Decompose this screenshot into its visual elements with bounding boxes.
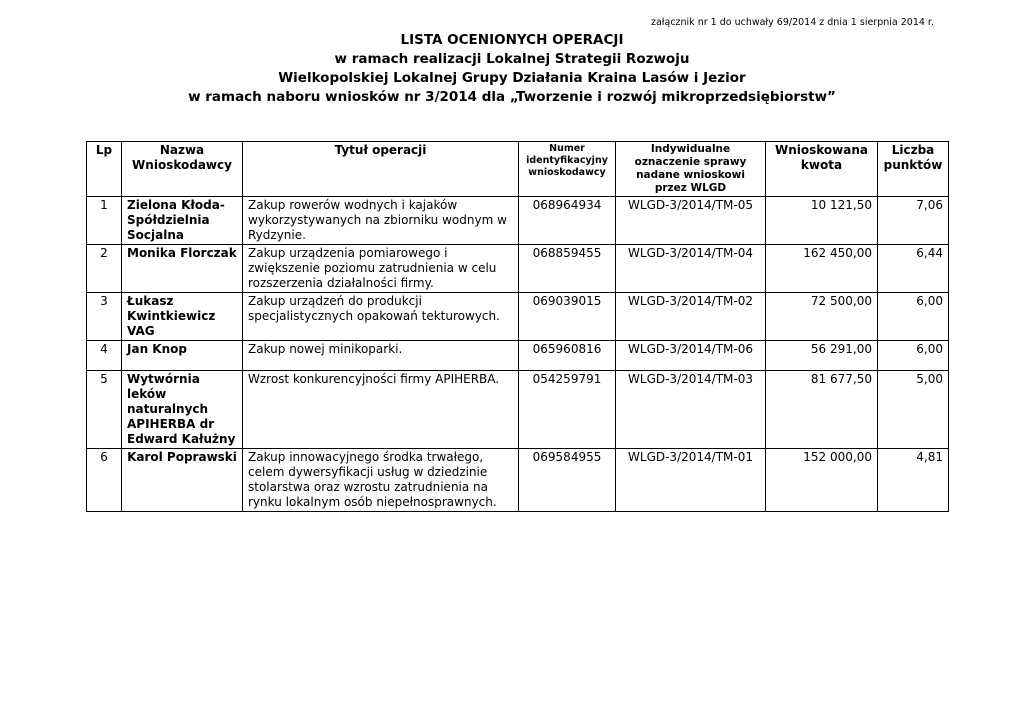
cell-name: Wytwórnia leków naturalnych APIHERBA dr Edward Kałużny bbox=[122, 371, 243, 449]
cell-title: Zakup urządzeń do produkcji specjalistycznych opakowań tekturowych. bbox=[243, 293, 519, 341]
header-name: Nazwa Wnioskodawcy bbox=[122, 142, 243, 197]
table-row bbox=[87, 293, 949, 341]
header-amount: Wnioskowana kwota bbox=[766, 142, 878, 197]
cell-title: Zakup urządzenia pomiarowego i zwiększenie poziomu zatrudnienia w celu rozszerzenia działalności firmy. bbox=[243, 245, 519, 293]
cell-points: 6,44 bbox=[878, 245, 949, 293]
document-title bbox=[0, 31, 1024, 107]
cell-lp: 3 bbox=[87, 293, 122, 341]
table-row bbox=[87, 341, 949, 371]
title-line-3: Wielkopolskiej Lokalnej Grupy Działania Kraina Lasów i Jezior bbox=[278, 70, 746, 86]
cell-amount: 162 450,00 bbox=[766, 245, 878, 293]
table-row bbox=[87, 197, 949, 245]
cell-amount: 152 000,00 bbox=[766, 449, 878, 512]
cell-lp: 4 bbox=[87, 341, 122, 371]
cell-id-number: 069584955 bbox=[519, 449, 616, 512]
cell-title: Zakup nowej minikoparki. bbox=[243, 341, 519, 371]
title-line-4: w ramach naboru wniosków nr 3/2014 dla „Tworzenie i rozwój mikroprzedsiębiorstw” bbox=[188, 89, 836, 105]
cell-case-mark: WLGD-3/2014/TM-04 bbox=[616, 245, 766, 293]
cell-id-number: 069039015 bbox=[519, 293, 616, 341]
cell-id-number: 054259791 bbox=[519, 371, 616, 449]
cell-points: 5,00 bbox=[878, 371, 949, 449]
cell-case-mark: WLGD-3/2014/TM-02 bbox=[616, 293, 766, 341]
cell-amount: 56 291,00 bbox=[766, 341, 878, 371]
header-title: Tytuł operacji bbox=[243, 142, 519, 197]
header-points: Liczba punktów bbox=[878, 142, 949, 197]
cell-case-mark: WLGD-3/2014/TM-05 bbox=[616, 197, 766, 245]
cell-name: Łukasz Kwintkiewicz VAG bbox=[122, 293, 243, 341]
cell-case-mark: WLGD-3/2014/TM-01 bbox=[616, 449, 766, 512]
cell-points: 4,81 bbox=[878, 449, 949, 512]
cell-lp: 1 bbox=[87, 197, 122, 245]
cell-id-number: 068859455 bbox=[519, 245, 616, 293]
cell-id-number: 068964934 bbox=[519, 197, 616, 245]
table-row bbox=[87, 449, 949, 512]
operations-table bbox=[86, 141, 949, 512]
cell-lp: 6 bbox=[87, 449, 122, 512]
cell-name: Zielona Kłoda- Spółdzielnia Socjalna bbox=[122, 197, 243, 245]
cell-title: Zakup innowacyjnego środka trwałego, celem dywersyfikacji usług w dziedzinie stolarstwa oraz wzrostu zatrudnienia na rynku lokalnym osób niepełnosprawnych. bbox=[243, 449, 519, 512]
cell-amount: 72 500,00 bbox=[766, 293, 878, 341]
cell-title: Zakup rowerów wodnych i kajaków wykorzystywanych na zbiorniku wodnym w Rydzynie. bbox=[243, 197, 519, 245]
table-header-row bbox=[87, 142, 949, 197]
title-line-2: w ramach realizacji Lokalnej Strategii Rozwoju bbox=[334, 51, 690, 67]
table-row bbox=[87, 371, 949, 449]
cell-title: Wzrost konkurencyjności firmy APIHERBA. bbox=[243, 371, 519, 449]
header-case-mark: Indywidualne oznaczenie sprawy nadane wnioskowi przez WLGD bbox=[616, 142, 766, 197]
cell-name: Karol Poprawski bbox=[122, 449, 243, 512]
header-id-number: Numer identyfikacyjny wnioskodawcy bbox=[519, 142, 616, 197]
header-lp: Lp bbox=[87, 142, 122, 197]
cell-name: Jan Knop bbox=[122, 341, 243, 371]
cell-name: Monika Florczak bbox=[122, 245, 243, 293]
cell-case-mark: WLGD-3/2014/TM-06 bbox=[616, 341, 766, 371]
cell-points: 6,00 bbox=[878, 293, 949, 341]
table-row bbox=[87, 245, 949, 293]
title-line-1: LISTA OCENIONYCH OPERACJI bbox=[400, 32, 624, 48]
annex-note: załącznik nr 1 do uchwały 69/2014 z dnia 1 sierpnia 2014 r. bbox=[650, 17, 934, 28]
cell-id-number: 065960816 bbox=[519, 341, 616, 371]
cell-case-mark: WLGD-3/2014/TM-03 bbox=[616, 371, 766, 449]
cell-amount: 81 677,50 bbox=[766, 371, 878, 449]
cell-amount: 10 121,50 bbox=[766, 197, 878, 245]
cell-points: 7,06 bbox=[878, 197, 949, 245]
cell-lp: 2 bbox=[87, 245, 122, 293]
cell-points: 6,00 bbox=[878, 341, 949, 371]
cell-lp: 5 bbox=[87, 371, 122, 449]
